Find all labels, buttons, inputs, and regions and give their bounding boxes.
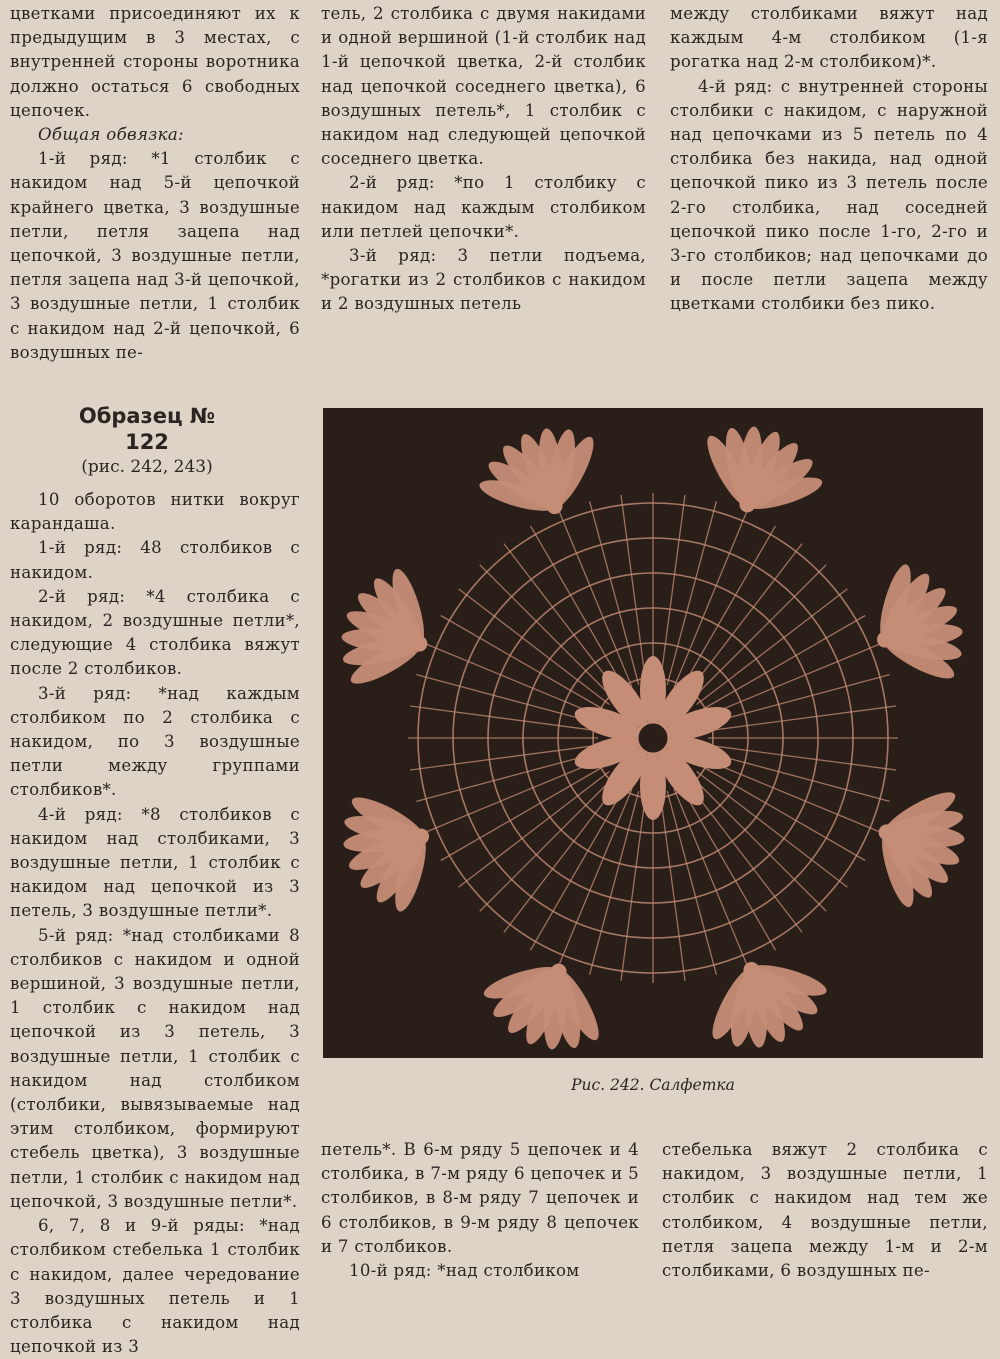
mesh-spoke	[480, 565, 614, 699]
doily-photo	[323, 408, 983, 1058]
paragraph: 4-й ряд: *8 столбиков с накидом над столбиками, 3 воздушные петли, 1 столбик с накидом над цепочкой из 3 петель, 3 воздушные петли*.	[10, 804, 300, 921]
mesh-spoke	[590, 791, 639, 975]
paragraph: 3-й ряд: *над каждым столбиком по 2 столбика с накидом, по 3 воздушные петли между группами столбиков*.	[10, 683, 300, 800]
mesh-spoke	[706, 675, 890, 724]
fan-base	[413, 828, 429, 844]
doily-illustration	[323, 408, 983, 1058]
fan-base	[877, 632, 893, 648]
paragraph: 10 оборотов нитки вокруг карандаша.	[10, 490, 300, 534]
fan-base	[739, 496, 755, 512]
mesh-spoke	[667, 501, 716, 685]
sample-figure-reference: (рис. 242, 243)	[81, 457, 213, 477]
fan-base	[547, 498, 563, 514]
column-3-bottom	[662, 1138, 988, 1283]
mesh-spoke	[621, 495, 646, 683]
mesh-spoke	[621, 793, 646, 981]
sample-title: Образец № 122	[78, 404, 216, 454]
paragraph: 2-й ряд: *4 столбика с накидом, 2 воздушные петли*, следующие 4 столбика вяжут после 2 столбиков.	[10, 586, 300, 679]
paragraph: между столбиками вяжут над каждым 4-м столбиком (1-я рогатка над 2-м столбиком)*.	[670, 4, 988, 72]
mesh-spoke	[660, 793, 685, 981]
paragraph: 5-й ряд: *над столбиками 8 столбиков с накидом и одной вершиной, 3 воздушные петли, 1 столбик с накидом над цепочкой из 3 петель, 3 воздушные петли, 1 столбик с накидом над столбиком (столбики, вывязываемые над этим столбиком, формируют стебель цветка), 3 воздушные петли, 1 столбик с накидом над цепочкой, 3 воздушные петли*.	[10, 925, 300, 1211]
mesh-spoke	[410, 706, 598, 731]
fan-base	[743, 962, 759, 978]
mesh-spoke	[410, 745, 598, 770]
center-ring	[637, 722, 669, 754]
paragraph: стебелька вяжут 2 столбика с накидом, 3 воздушные петли, 1 столбик с накидом над тем же столбиком, 4 воздушные петли, петля зацепа между 1-м и 2-м столбиками, 6 воздушных пе-	[662, 1140, 988, 1281]
mesh-spoke	[706, 752, 890, 801]
mesh-spoke	[590, 501, 639, 685]
mesh-spoke	[708, 745, 896, 770]
paragraph: 1-й ряд: 48 столбиков с накидом.	[10, 538, 300, 582]
mesh-spoke	[559, 789, 632, 965]
mesh-spoke	[427, 759, 603, 832]
sample-heading-block	[62, 403, 232, 479]
mesh-spoke	[480, 777, 614, 911]
paragraph: 3-й ряд: 3 петли подъема, *рогатки из 2 столбиков с накидом и 2 воздушных петель	[321, 246, 646, 314]
mesh-spoke	[559, 512, 632, 688]
paragraph: 6, 7, 8 и 9-й ряды: *над столбиком стебелька 1 столбик с накидом, далее чередование 3 воздушных петель и 1 столбика с накидом над цепочкой из 3	[10, 1216, 300, 1357]
paragraph: 2-й ряд: *по 1 столбику с накидом над каждым столбиком или петлей цепочки*.	[321, 173, 646, 241]
column-2-bottom	[321, 1138, 639, 1283]
mesh-spoke	[692, 565, 826, 699]
fan-base	[411, 636, 427, 652]
mesh-spoke	[674, 512, 747, 688]
mesh-spoke	[667, 791, 716, 975]
mesh-spoke	[416, 752, 600, 801]
paragraph: петель*. В 6-м ряду 5 цепочек и 4 столбика, в 7-м ряду 6 цепочек и 5 столбиков, в 8-м ряду 7 цепочек и 6 столбиков, в 9-м ряду 8 цепочек и 7 столбиков.	[321, 1140, 639, 1256]
paragraph: цветками присоединяют их к предыдущим в 3 местах, с внутренней стороны воротника должно остаться 6 свободных цепочек.	[10, 4, 300, 120]
fan-base	[879, 824, 895, 840]
fan-base	[551, 964, 567, 980]
paragraph: Общая обвязка:	[38, 125, 184, 145]
mesh-spoke	[692, 777, 826, 911]
mesh-spoke	[660, 495, 685, 683]
column-1-bottom	[10, 488, 300, 1359]
mesh-spoke	[416, 675, 600, 724]
paragraph: 10-й ряд: *над столбиком	[349, 1261, 580, 1281]
mesh-spoke	[704, 644, 880, 717]
mesh-spoke	[674, 789, 747, 965]
paragraph: 1-й ряд: *1 столбик с накидом над 5-й цепочкой крайнего цветка, 3 воздушные петли, петля зацепа над цепочкой, 3 воздушные петли, петля зацепа над 3-й цепочкой, 3 воздушные петли, 1 столбик с накидом над 2-й цепочкой, 6 воздушных пе-	[10, 149, 300, 362]
mesh-spoke	[708, 706, 896, 731]
figure-caption: Рис. 242. Салфетка	[571, 1076, 735, 1094]
column-3-top	[670, 2, 988, 317]
paragraph: тель, 2 столбика с двумя накидами и одной вершиной (1-й столбик над 1-й цепочкой цветка, 2-й столбик над цепочкой соседнего цветка), 6 воздушных петель*, 1 столбик с накидом над следующей цепочкой соседнего цветка.	[321, 4, 646, 169]
mesh-spoke	[704, 759, 880, 832]
column-1-top	[10, 2, 300, 365]
paragraph: 4-й ряд: с внутренней стороны столбики с накидом, с наружной над цепочками из 5 петель по 4 столбика без накида, над одной цепочкой пико из 3 петель после 2-го столбика, над соседней цепочкой пико после 1-го, 2-го и 3-го столбиков; над цепочками до и после петли зацепа между цветками столбики без пико.	[670, 76, 988, 314]
column-2-top	[321, 2, 646, 317]
mesh-spoke	[427, 644, 603, 717]
